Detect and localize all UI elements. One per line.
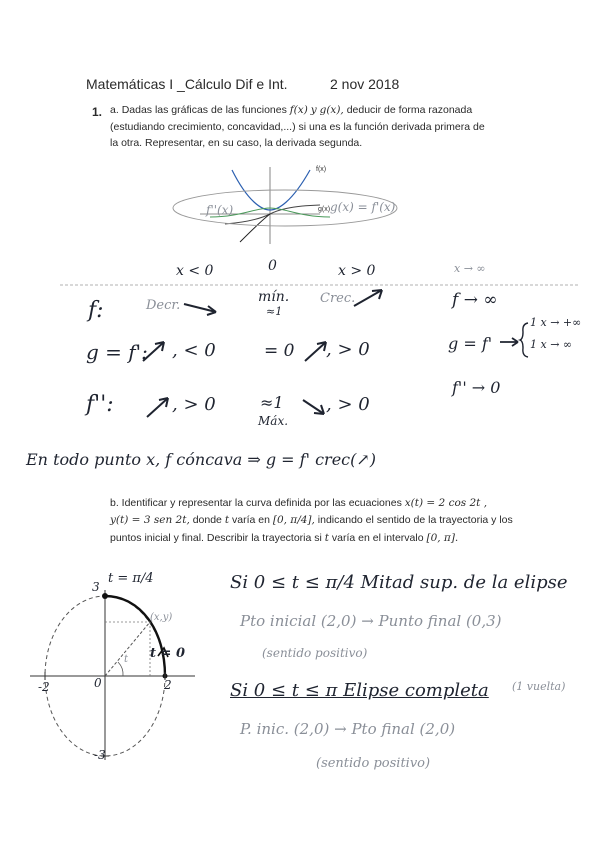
row-f-crec: Crec. xyxy=(320,291,356,306)
ellipse-arc xyxy=(105,596,165,676)
arrow-limit-g xyxy=(500,336,522,348)
row-f-decr: Decr. xyxy=(146,298,181,313)
arrow-g-up xyxy=(140,338,170,364)
1b-varia: varía en xyxy=(231,514,270,526)
page-date: 2 nov 2018 xyxy=(330,76,400,92)
graph1-hw-gf: g(x) = f'(x) xyxy=(330,200,396,214)
row-f-min: mín. xyxy=(258,289,290,305)
ellipse-label-neg3: -3 xyxy=(94,748,106,762)
graph1-label-f: f(x) xyxy=(316,166,327,173)
row-f-min-val: ≈1 xyxy=(266,305,283,318)
arrow-decr xyxy=(182,298,222,318)
note-case2-points: P. inic. (2,0) → Pto final (2,0) xyxy=(240,720,456,738)
1b-t-2: t xyxy=(324,532,329,544)
row-f2-max-val: ≈1 xyxy=(260,393,284,412)
ellipse-label-neg2: -2 xyxy=(38,680,50,694)
col-x-inf: x → ∞ xyxy=(454,262,486,275)
line1-pre: Dadas las gráficas de las funciones xyxy=(121,104,287,116)
f-of-x: f(x) xyxy=(289,104,308,116)
note-case1: Si 0 ≤ t ≤ π/4 Mitad sup. de la elipse xyxy=(230,572,568,593)
limit-g-top: 1 x → +∞ xyxy=(530,316,582,329)
table-rule xyxy=(60,284,580,286)
y-conj: y xyxy=(310,104,317,116)
curve-dark xyxy=(240,214,270,242)
graph1-label-g: g(x) xyxy=(318,206,331,213)
row-f-label: f: xyxy=(88,298,104,323)
g-of-x: g(x), xyxy=(319,104,344,116)
problem-1a-line2: (estudiando crecimiento, concavidad,...) si una es la función derivada primera de xyxy=(110,121,485,133)
1b-donde: donde xyxy=(192,514,222,526)
ellipse-label-2: 2 xyxy=(164,678,172,692)
row-g-pos: , > 0 xyxy=(326,339,370,360)
1b-eq-x: x(t) = 2 cos 2t , xyxy=(404,497,488,509)
arrow-f2-up xyxy=(144,394,174,420)
col-x-pos: x > 0 xyxy=(338,263,376,279)
ellipse-label-3: 3 xyxy=(92,580,100,594)
ellipse-label-0: 0 xyxy=(94,676,102,690)
graph1-hw-f2: f''(x) xyxy=(206,203,234,217)
note-case1-points: Pto inicial (2,0) → Punto final (0,3) xyxy=(240,612,502,630)
ellipse-end-point xyxy=(102,593,108,599)
note-case2: Si 0 ≤ t ≤ π Elipse completa xyxy=(230,680,489,701)
part-label: a. xyxy=(110,104,119,116)
problem-1b-line2 xyxy=(110,514,513,526)
row-f2-max: Máx. xyxy=(258,414,289,428)
row-g-label: g = f': xyxy=(86,340,148,364)
arrow-crec xyxy=(350,286,390,310)
ellipse-label-t: t xyxy=(124,654,129,665)
ellipse-label-xy: (x,y) xyxy=(150,612,173,623)
1b-line3-pre: puntos inicial y final. Describir la trayectoria si xyxy=(110,532,322,544)
col-x-neg: x < 0 xyxy=(176,263,214,279)
1b-eq-y: y(t) = 3 sen 2t, xyxy=(110,514,190,526)
1b-line3-varia: varía en el intervalo xyxy=(331,532,424,544)
1b-interval2: [0, π]. xyxy=(426,532,459,544)
note-case1-dir: (sentido positivo) xyxy=(262,646,368,660)
limit-g-bot: 1 x → ∞ xyxy=(530,338,573,351)
page-title: Matemáticas I _Cálculo Dif e Int. xyxy=(86,76,288,92)
ellipse-label-t0: t = 0 xyxy=(150,646,185,661)
problem-number: 1. xyxy=(92,105,103,119)
brace-limit-g xyxy=(520,322,530,358)
row-g-neg: , < 0 xyxy=(172,340,216,361)
1b-line2-post: indicando el sentido de la trayectoria y los xyxy=(317,514,513,526)
conclusion: En todo punto x, f cóncava ⇒ g = f' crec(↗) xyxy=(26,450,377,469)
limit-f2: f'' → 0 xyxy=(452,378,501,397)
1b-line1-pre: b. Identificar y representar la curva definida por las ecuaciones xyxy=(110,497,402,509)
note-case2-turn: (1 vuelta) xyxy=(512,680,566,693)
row-f2-pos-2: , > 0 xyxy=(326,394,370,415)
note-case2-dir: (sentido positivo) xyxy=(316,756,431,771)
problem-1a-line1 xyxy=(110,104,472,116)
ellipse-label-tpi4: t = π/4 xyxy=(108,571,154,586)
line1-post: deducir de forma razonada xyxy=(346,104,473,116)
ellipse-graph xyxy=(30,560,200,770)
limit-g-label: g = f' xyxy=(448,334,493,353)
problem-1a-line3: la otra. Representar, en su caso, la derivada segunda. xyxy=(110,137,363,149)
problem-1b-line1 xyxy=(110,497,487,509)
col-zero: 0 xyxy=(268,258,277,274)
row-f2-pos: , > 0 xyxy=(172,394,216,415)
radius-line xyxy=(105,622,150,676)
1b-interval1: [0, π/4], xyxy=(272,514,315,526)
angle-arc xyxy=(118,662,123,676)
problem-1b-line3 xyxy=(110,532,458,544)
row-f2-label: f'': xyxy=(86,392,114,417)
row-g-zero: = 0 xyxy=(264,341,295,361)
1b-t: t xyxy=(224,514,230,526)
limit-f: f → ∞ xyxy=(452,290,498,310)
